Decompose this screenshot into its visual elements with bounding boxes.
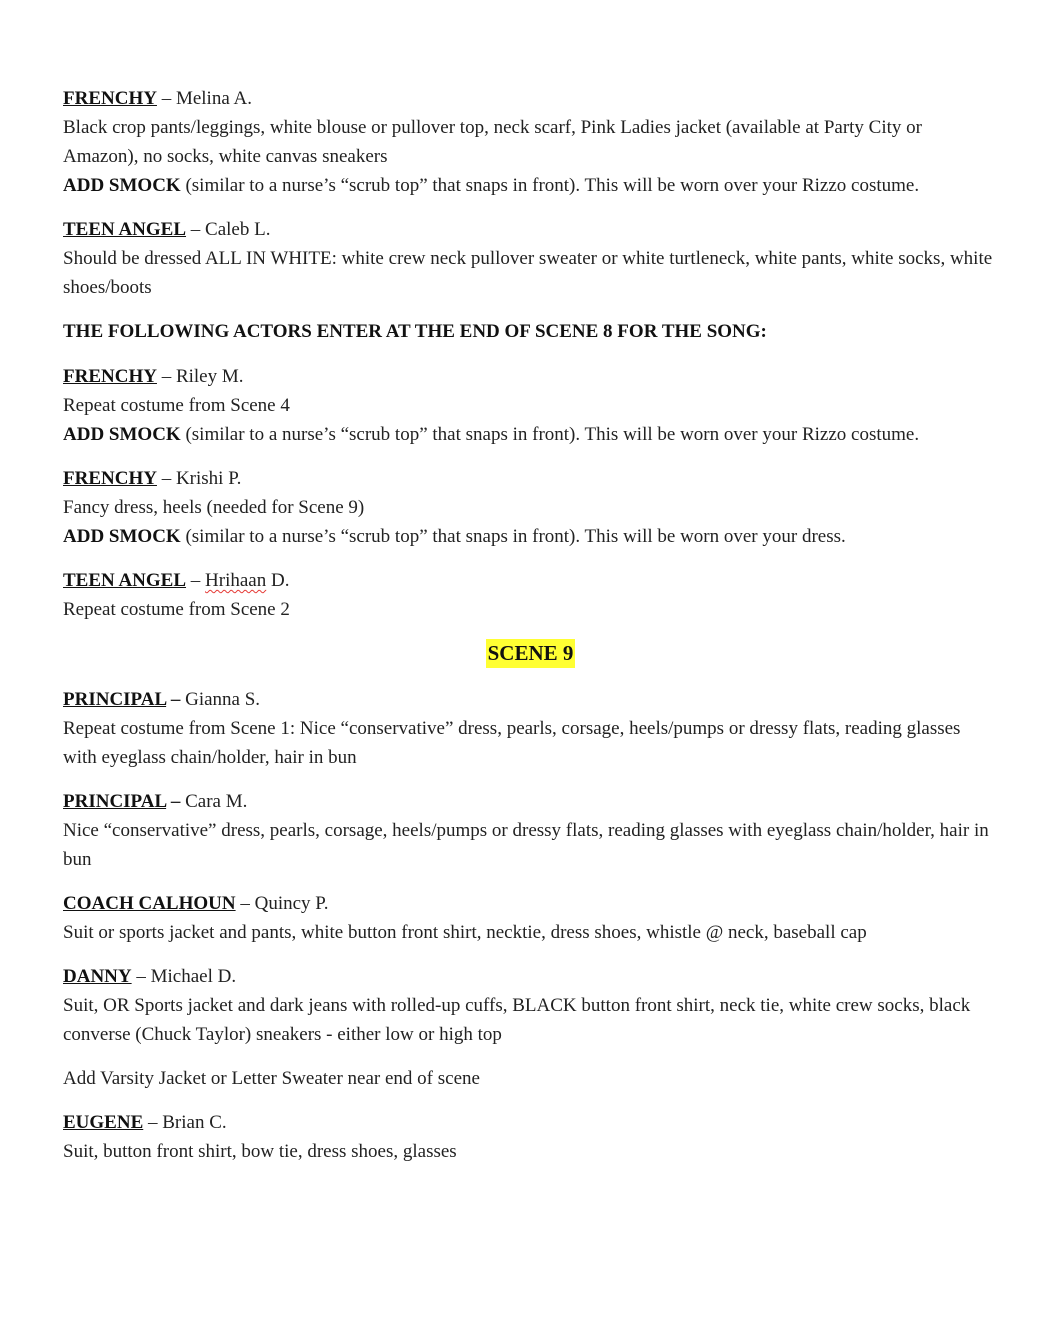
- actor-name: Michael D.: [150, 966, 237, 987]
- actor-name: Brian C.: [162, 1112, 227, 1133]
- entry-coach-calhoun: [63, 889, 998, 947]
- role-name: DANNY: [63, 966, 132, 987]
- entry-header: [63, 889, 998, 918]
- entry-header: [63, 685, 998, 714]
- dash: –: [186, 219, 206, 240]
- dash: –: [166, 791, 186, 812]
- entry-principal-cara: [63, 787, 998, 874]
- entry-header: [63, 84, 998, 113]
- costume-description: Nice “conservative” dress, pearls, corsage, heels/pumps or dressy flats, reading glasses with eyeglass chain/holder, hair in bun: [63, 820, 989, 870]
- entry-header: [63, 566, 998, 595]
- role-name: FRENCHY: [63, 366, 157, 387]
- dash: –: [235, 893, 255, 914]
- actor-first-name: Hrihaan: [205, 570, 267, 591]
- role-name: TEEN ANGEL: [63, 219, 187, 240]
- dash: –: [156, 468, 176, 489]
- actor-name: Krishi P.: [175, 468, 242, 489]
- entry-frenchy-melina: [63, 84, 998, 200]
- role-name: PRINCIPAL: [63, 791, 167, 812]
- add-text: (similar to a nurse’s “scrub top” that snaps in front). This will be worn over your Rizzo costume.: [180, 175, 920, 196]
- entry-header: [63, 1108, 998, 1137]
- costume-description: Black crop pants/leggings, white blouse or pullover top, neck scarf, Pink Ladies jacket (available at Party City or Amazon), no socks, white canvas sneakers: [63, 117, 922, 167]
- actor-name: Riley M.: [175, 366, 244, 387]
- role-name: FRENCHY: [63, 468, 157, 489]
- actor-name: Quincy P.: [254, 893, 329, 914]
- document-content: [63, 84, 998, 1181]
- entry-principal-gianna: [63, 685, 998, 772]
- entry-teen-angel-hrihaan: [63, 566, 998, 624]
- role-name: COACH CALHOUN: [63, 893, 236, 914]
- dash: –: [186, 570, 206, 591]
- entry-header: [63, 215, 998, 244]
- entry-danny: [63, 962, 998, 1049]
- costume-description: Suit, button front shirt, bow tie, dress shoes, glasses: [63, 1141, 457, 1162]
- entry-frenchy-krishi: [63, 464, 998, 551]
- costume-description: Fancy dress, heels (needed for Scene 9): [63, 497, 365, 518]
- dash: –: [156, 88, 176, 109]
- dash: –: [156, 366, 176, 387]
- following-actors-heading: THE FOLLOWING ACTORS ENTER AT THE END OF SCENE 8 FOR THE SONG:: [63, 321, 767, 342]
- entry-eugene: [63, 1108, 998, 1166]
- add-note: [63, 522, 998, 551]
- actor-name: Caleb L.: [205, 219, 271, 240]
- entry-header: [63, 362, 998, 391]
- role-name: EUGENE: [63, 1112, 144, 1133]
- entry-header: [63, 962, 998, 991]
- actor-last-initial: D.: [266, 570, 290, 591]
- entry-teen-angel-caleb: [63, 215, 998, 302]
- scene-heading: [63, 639, 998, 669]
- scene-title: SCENE 9: [486, 639, 576, 668]
- danny-note: Add Varsity Jacket or Letter Sweater near end of scene: [63, 1068, 480, 1089]
- entry-header: [63, 787, 998, 816]
- danny-note-block: [63, 1064, 998, 1093]
- actor-name: Cara M.: [185, 791, 248, 812]
- costume-description: Repeat costume from Scene 1: Nice “conservative” dress, pearls, corsage, heels/pumps or dressy flats, reading glasses with eyeglass chain/holder, hair in bun: [63, 718, 961, 768]
- role-name: PRINCIPAL: [63, 689, 167, 710]
- dash: –: [143, 1112, 163, 1133]
- costume-description: Should be dressed ALL IN WHITE: white crew neck pullover sweater or white turtleneck, white pants, white socks, white shoes/boots: [63, 248, 993, 298]
- costume-description: Repeat costume from Scene 4: [63, 395, 290, 416]
- role-name: FRENCHY: [63, 88, 157, 109]
- add-label: ADD SMOCK: [63, 424, 181, 445]
- add-label: ADD SMOCK: [63, 526, 181, 547]
- role-name: TEEN ANGEL: [63, 570, 187, 591]
- add-note: [63, 420, 998, 449]
- actor-name: Melina A.: [175, 88, 252, 109]
- costume-description: Suit or sports jacket and pants, white button front shirt, necktie, dress shoes, whistle @ neck, baseball cap: [63, 922, 867, 943]
- add-text: (similar to a nurse’s “scrub top” that snaps in front). This will be worn over your dress.: [180, 526, 846, 547]
- entry-header: [63, 464, 998, 493]
- dash: –: [131, 966, 151, 987]
- costume-description: Suit, OR Sports jacket and dark jeans with rolled-up cuffs, BLACK button front shirt, neck tie, white crew socks, black converse (Chuck Taylor) sneakers - either low or high top: [63, 995, 971, 1045]
- add-text: (similar to a nurse’s “scrub top” that snaps in front). This will be worn over your Rizzo costume.: [180, 424, 920, 445]
- actor-name: Gianna S.: [185, 689, 261, 710]
- entry-frenchy-riley: [63, 362, 998, 449]
- dash: –: [166, 689, 186, 710]
- add-label: ADD SMOCK: [63, 175, 181, 196]
- add-note: [63, 171, 998, 200]
- costume-description: Repeat costume from Scene 2: [63, 599, 290, 620]
